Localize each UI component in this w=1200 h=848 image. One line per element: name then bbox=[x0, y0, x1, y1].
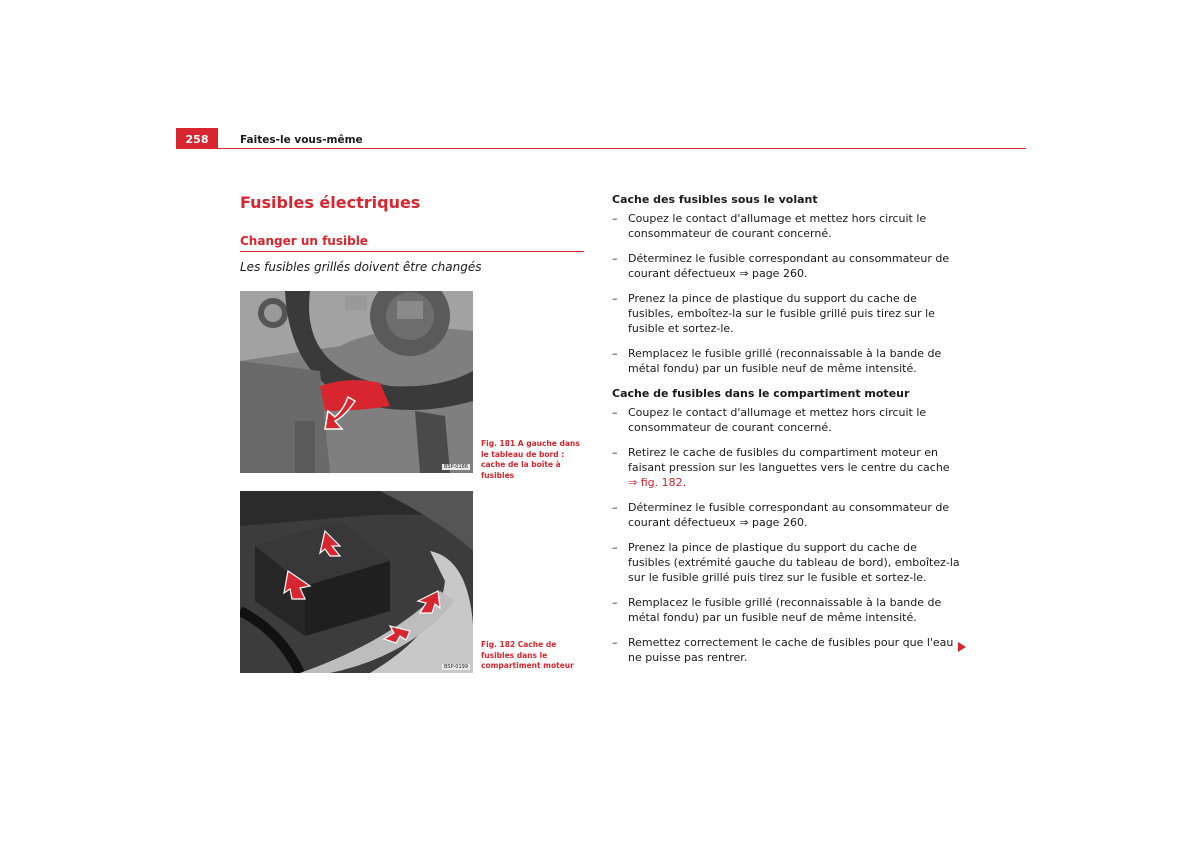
intro-text: Les fusibles grillés doivent être changés bbox=[240, 260, 482, 274]
figure-ref-link[interactable]: ⇒ fig. 182 bbox=[628, 476, 683, 489]
list-item bbox=[612, 445, 962, 490]
step-text: Remplacez le fusible grillé (reconnaissable à la bande de métal fondu) par un fusible neuf de même intensité. bbox=[628, 347, 942, 375]
bullet-dash: – bbox=[612, 406, 618, 419]
list-item bbox=[612, 291, 962, 336]
bullet-dash: – bbox=[612, 252, 618, 265]
step-text: Prenez la pince de plastique du support du cache de fusibles (extrémité gauche du tableau de bord), emboîtez-la sur le fusible grillé puis tirez sur le fusible et sortez-le. bbox=[628, 541, 960, 584]
figure-181-dashboard-photo bbox=[240, 291, 473, 473]
step-text: Déterminez le fusible correspondant au consommateur de courant défectueux ⇒ page 260. bbox=[628, 501, 950, 529]
bullet-dash: – bbox=[612, 212, 618, 225]
figure-182-caption: Fig. 182 Cache de fusibles dans le compartiment moteur bbox=[481, 640, 574, 670]
list-item bbox=[612, 595, 962, 625]
page-number: 258 bbox=[176, 128, 218, 149]
step-text: Coupez le contact d'allumage et mettez hors circuit le consommateur de courant concerné. bbox=[628, 212, 927, 240]
figure-id-label: BSP-0186 bbox=[444, 464, 468, 470]
step-text: Déterminez le fusible correspondant au consommateur de courant défectueux ⇒ page 260. bbox=[628, 252, 950, 280]
list-item bbox=[612, 346, 962, 376]
figure-182-engine-photo bbox=[240, 491, 473, 673]
step-text-end: . bbox=[682, 476, 687, 489]
list-item bbox=[612, 540, 962, 585]
step-text: Coupez le contact d'allumage et mettez hors circuit le consommateur de courant concerné. bbox=[628, 406, 927, 434]
list-item bbox=[612, 405, 962, 435]
section-title: Fusibles électriques bbox=[240, 193, 421, 212]
step-text: Remplacez le fusible grillé (reconnaissable à la bande de métal fondu) par un fusible neuf de même intensité. bbox=[628, 596, 942, 624]
list-item bbox=[612, 500, 962, 530]
step-text: Retirez le cache de fusibles du compartiment moteur en faisant pression sur les languettes vers le centre du cache bbox=[628, 446, 950, 474]
bullet-dash: – bbox=[612, 636, 618, 649]
bullet-dash: – bbox=[612, 541, 618, 554]
figure-id-label: BSP-0199 bbox=[444, 664, 468, 670]
continue-arrow-icon bbox=[958, 642, 966, 652]
step-text: Remettez correctement le cache de fusibles pour que l'eau ne puisse pas rentrer. bbox=[628, 636, 954, 664]
step-text: Prenez la pince de plastique du support du cache de fusibles, emboîtez-la sur le fusible grillé puis tirez sur le fusible et sortez-le. bbox=[628, 292, 935, 335]
list-item bbox=[612, 635, 962, 665]
running-title: Faites-le vous-même bbox=[240, 134, 363, 146]
list-item bbox=[612, 211, 962, 241]
engine-fuse-heading: Cache de fusibles dans le compartiment moteur bbox=[612, 387, 910, 400]
bullet-dash: – bbox=[612, 596, 618, 609]
bullet-dash: – bbox=[612, 292, 618, 305]
list-item bbox=[612, 251, 962, 281]
bullet-dash: – bbox=[612, 446, 618, 459]
figure-181-caption: Fig. 181 A gauche dans le tableau de bord : cache de la boîte à fusibles bbox=[481, 439, 580, 480]
instructions-column bbox=[612, 192, 962, 675]
bullet-dash: – bbox=[612, 501, 618, 514]
bullet-dash: – bbox=[612, 347, 618, 360]
sub-title: Changer un fusible bbox=[240, 234, 584, 252]
steering-fuse-heading: Cache des fusibles sous le volant bbox=[612, 193, 818, 206]
